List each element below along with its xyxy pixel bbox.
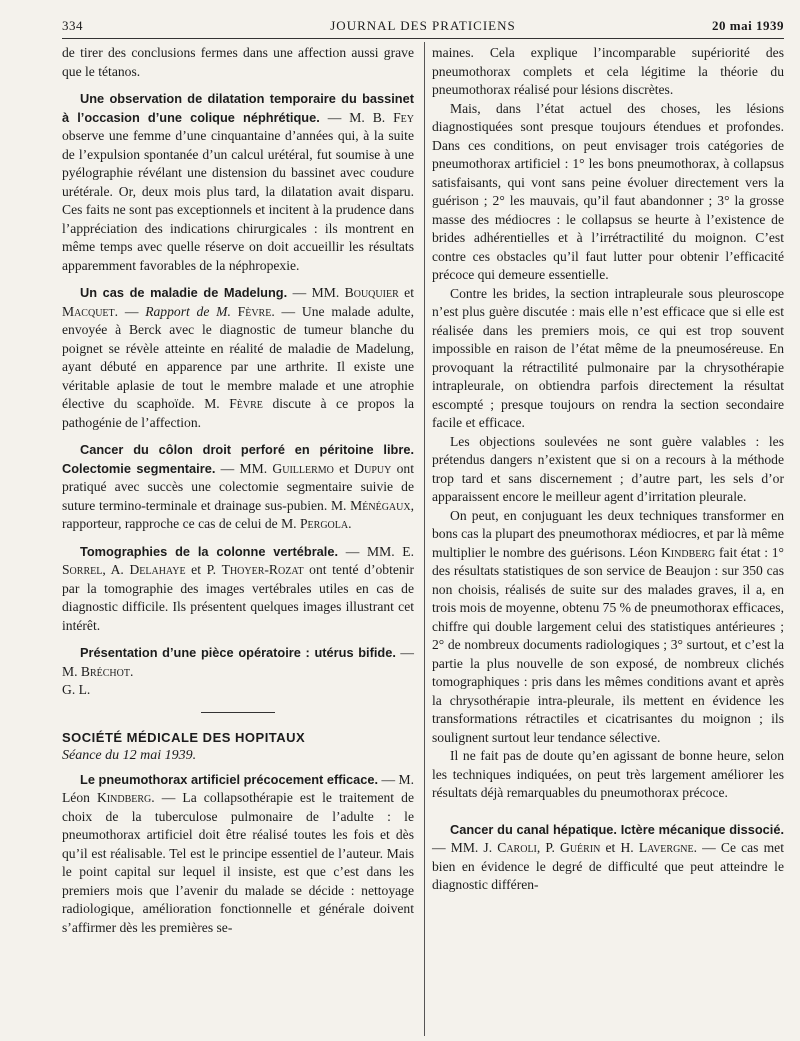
author-name: Macquet xyxy=(62,303,115,319)
article-body: ont pratiqué avec succès une colectomie segmentaire suivie de suture termino-terminale et drainage sus-pubien. M. xyxy=(62,460,414,513)
author-name: Delahaye xyxy=(129,562,186,577)
article-dilatation-bassinet: Une observation de dilatation temporaire du bassinet à l’occasion d’une colique néphrétique. — M. B. Fey observe une femme d’une cinquantaine d’années qui, à la suite de l’expulsion spontanée d’un calcul urétéral, fut soumise à une pyélographie révélant une distension du bassinet avec coudure urétérale. Or, deux mois plus tard, la dilatation avait disparu. Ces faits ne sont pas exceptionnels et incitent à la prudence dans l’appréciation des indications chirurgicales : ils montrent en même temps avec quelle réserve on doit accueillir les résultats apparemment favorables de la néphropexie. xyxy=(62,91,414,273)
article-body: . — Une malade adulte, envoyée à Berck avec le diagnostic de tumeur blanche du poignet se révèle atteinte en réalité de maladie de Madelung, ayant débuté en apparence par une arthrite. Il existe une véritable aplasie de tout le membre malade et une atrophie élective du scaphoïde. M. xyxy=(62,303,414,411)
paragraph: Contre les brides, la section intrapleurale sous pleuroscope n’est plus guère discutée : mais elle n’est efficace que si elle est réalisée dans les premiers mois, ce qui est trop souvent impossible en raison de l’état même de la pneumoséreuse. En provoquant la rétractilité pulmonaire par la chrysothérapie intrapleurale, on obtiendra parfois directement la résultat escompté ; presque toujours on rendra la section secondaire facile et efficace. xyxy=(432,285,784,430)
article-body: . — Ce cas met bien en évidence le degré de difficulté que peut atteindre le diagnostic différen- xyxy=(432,840,784,892)
author-name: Guillermo xyxy=(272,460,334,476)
author-name: Ménégaux xyxy=(350,497,411,513)
section-divider xyxy=(201,712,275,713)
column-divider xyxy=(424,42,425,1036)
article-title: Cancer du canal hépatique. Ictère mécanique dissocié. xyxy=(450,821,784,837)
paragraph-continuation: de tirer des conclusions fermes dans une affection aussi grave que le tétanos. xyxy=(62,45,414,79)
left-column xyxy=(62,44,414,937)
article-title: Une observation de dilatation temporaire du bassinet à l’occasion d’une colique néphrétique. xyxy=(62,91,414,125)
author-name: Thoyer-Rozat xyxy=(221,562,304,577)
rapport-label: Rapport de xyxy=(145,303,210,319)
paragraph: Il ne fait pas de doute qu’en agissant de bonne heure, selon les techniques indiquées, on peut très largement améliorer les résultats déjà remarquables du pneumothorax précoce. xyxy=(432,748,784,800)
running-header xyxy=(62,14,784,36)
article-body: . — La collapsothérapie est le traitement de choix de la tuberculose pulmonaire de l’adulte : le pneumothorax artificiel doit être réalisé toutes les fois et dès qu’il est réalisable. Tel est le principe essentiel de l’auteur. Mais le point capital sur lequel il insiste, est que c’est dans les premiers mois que l’avenir du malade se décide : nettoyage radiologique, amélioration fonctionnelle et générale doivent s’affirmer dès les premières se- xyxy=(62,790,414,935)
article-cancer-colon: Cancer du côlon droit perforé en péritoine libre. Colectomie segmentaire. — MM. Guillermo et Dupuy ont pratiqué avec succès une colectomie segmentaire suivie de suture termino-terminale et drainage sus-pubien. M. Ménégaux, rapporteur, rapproche ce cas de celui de M. Pergola. xyxy=(62,442,414,531)
author-name: Bouquier xyxy=(344,285,399,300)
issue-date: 20 mai 1939 xyxy=(712,18,784,33)
article-title: Cancer du côlon droit perforé en péritoine libre. Colectomie segmentaire. xyxy=(62,442,414,476)
article-title: Présentation d’une pièce opératoire : utérus bifide. xyxy=(80,645,396,660)
article-body: observe une femme d’une cinquantaine d’années qui, à la suite de l’expulsion spontanée d’un calcul urétéral, fut soumise à une pyélographie révélant une distension du bassinet avec coudure urétérale. Or, deux mois plus tard, la dilatation avait disparu. Ces faits ne sont pas exceptionnels et incitent à la prudence dans l’appréciation des indications chirurgicales : ils montrent en même temps avec quelle réserve on doit accueillir les résultats apparemment favorables de la néphropexie. xyxy=(62,128,414,273)
author-name: Sorrel xyxy=(62,562,103,577)
session-date: Séance du 12 mai 1939. xyxy=(62,748,197,763)
article-title: Le pneumothorax artificiel précocement efficace. xyxy=(80,771,379,787)
journal-title: JOURNAL DES PRATICIENS xyxy=(330,18,516,33)
author-name: Fèvre xyxy=(229,396,263,411)
paragraph: Mais, dans l’état actuel des choses, les lésions diagnostiquées sont presque toujours étendues et profondes. Dans ces conditions, on peut envisager trois catégories de pneumothorax artificiel : 1° les bons pneumothorax, à collapsus satisfaisants, qui vont sans peine évoluer directement vers la guérison ; 2° les mauvais, qu’il faut abandonner ; 3° la grosse masse des médiocres : le collapsus se heurte à l’existence de brides adhérentielles et à l’irrétractilité du moignon. C’est contre ces obstacles qu’il faut lutter pour obtenir l’efficacité précoce qui demeure essentielle. xyxy=(432,100,784,282)
header-rule xyxy=(62,38,784,39)
paragraph: On peut, en conjuguant les deux techniques transformer en bons cas la plupart des pneumothorax médiocres, et par là même multiplier le nombre des guérisons. Léon Kindberg fait état : 1° des résultats statistiques de son service de Beaujon : sur 350 cas non choisis, réalisés de suite sur des malades graves, il a, en trois mois de moyenne, obtenu 75 % de pneumothorax efficaces, chiffre qui double largement celui des statistiques antérieures ; 2° de nombreux documents radiologiques ; 3° surtout, et c’est la partie la plus nouvelle de son exposé, de nombreux clichés tomographiques : pris dans les mêmes conditions avant et après la chrysothérapie intra-pleurale, ils mettent en évidence les transformations rétractiles et cicatrisantes du moignon ; ils soulignent surtout leur tendance sélective. xyxy=(432,507,784,745)
author-name: Bréchot xyxy=(80,663,130,679)
article-cancer-hepatique: Cancer du canal hépatique. Ictère mécanique dissocié. — MM. J. Caroli, P. Guérin et H. Lavergne. — Ce cas met bien en évidence le degré de difficulté que peut atteindre le diagnostic différen- xyxy=(432,821,784,892)
author-name: Caroli xyxy=(497,840,537,855)
paragraph: Les objections soulevées ne sont guère valables : les prétendus dangers n’existent que si on a recours à la méthode trop tard et sans discernement ; d’autre part, les sels d’or apparaissent encore le meilleur agent d’irritation pleurale. xyxy=(432,433,784,504)
article-body: ont tenté d’obtenir par la tomographie des images vertébrales utiles en cas de diagnostic difficile. Ils présentent quelques images illustrant cet intérêt. xyxy=(62,562,415,633)
right-column xyxy=(432,44,784,895)
signature: G. L. xyxy=(62,682,91,697)
article-madelung: Un cas de maladie de Madelung. — MM. Bouquier et Macquet. — Rapport de M. Fèvre. — Une malade adulte, envoyée à Berck avec le diagnostic de tumeur blanche du poignet se révèle atteinte en réalité de maladie de Madelung, ayant débuté en apparence par une arthrite. Il existe une véritable aplasie de tout le membre malade et une atrophie élective du scaphoïde. M. Fèvre discute à ce propos la pathogénie de l’affection. xyxy=(62,285,414,430)
article-piece-operatoire: Présentation d’une pièce opératoire : utérus bifide. — M. Bréchot. xyxy=(62,645,414,679)
author-name: Pergola xyxy=(299,516,349,531)
author-name: Lavergne xyxy=(638,840,694,855)
article-tomographies: Tomographies de la colonne vertébrale. — MM. E. Sorrel, A. Delahaye et P. Thoyer-Rozat ont tenté d’obtenir par la tomographie des images vertébrales utiles en cas de diagnostic difficile. Ils présentent quelques images illustrant cet intérêt. xyxy=(62,543,415,633)
author-name: Fey xyxy=(393,109,414,125)
author-name: Fèvre xyxy=(237,303,272,319)
author-name: Dupuy xyxy=(354,460,392,476)
paragraph-continuation: maines. Cela explique l’incomparable supériorité des pneumothorax complets et cela légitime la théorie du pneumothorax réalisé pour lésions discrètes. xyxy=(432,45,784,97)
article-pneumothorax: Le pneumothorax artificiel précocement efficace. — M. Léon Kindberg. — La collapsothérapie est le traitement de choix de la tuberculose pulmonaire de l’adulte : le pneumothorax artificiel doit être réalisé toutes les fois et dès qu’il est réalisable. Tel est le principe essentiel de l’auteur. Mais le point capital sur lequel il insiste, est que c’est dans les premiers mois que l’avenir du malade se décide : nettoyage radiologique, amélioration fonctionnelle et générale doivent s’affirmer dès les premières se- xyxy=(62,771,414,935)
author-name: Kindberg xyxy=(660,544,716,560)
page-number: 334 xyxy=(62,18,83,33)
author-name: Guérin xyxy=(560,840,601,855)
article-title: Un cas de maladie de Madelung. xyxy=(80,285,288,300)
author-name: Kindberg xyxy=(97,790,152,805)
article-title: Tomographies de la colonne vertébrale. xyxy=(80,543,339,559)
society-heading: SOCIÉTÉ MÉDICALE DES HOPITAUX xyxy=(62,729,306,745)
